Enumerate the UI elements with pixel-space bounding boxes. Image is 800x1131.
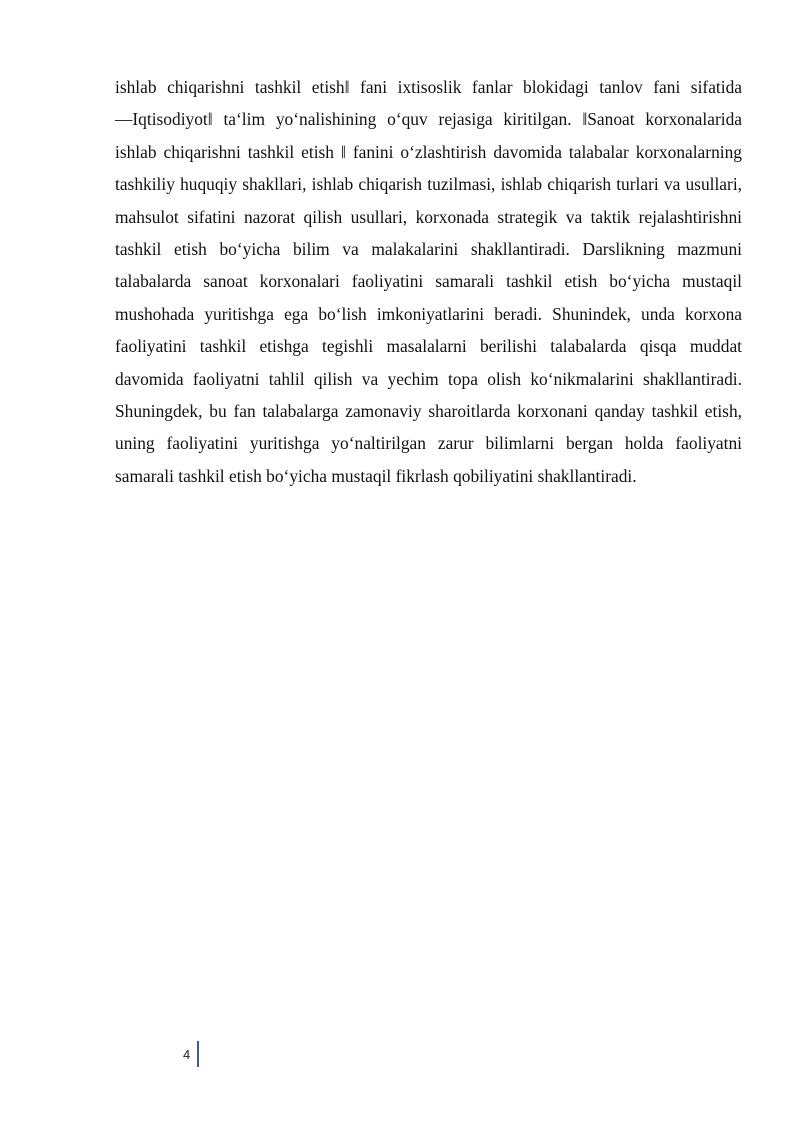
page-number: 4 bbox=[183, 1046, 191, 1062]
page-number-rule bbox=[197, 1041, 199, 1067]
page-footer bbox=[183, 1040, 199, 1068]
body-paragraph: ishlab chiqarishni tashkil etish‖ fani ixtisoslik fanlar blokidagi tanlov fani sifatida ―Iqtisodiyot‖ ta‘lim yo‘nalishining o‘quv rejasiga kiritilgan. ‖Sanoat korxonalarida ishlab chiqarishni tashkil etish ‖ fanini o‘zlashtirish davomida talabalar korxonalarning tashkiliy huquqiy shakllari, ishlab chiqarish tuzilmasi, ishlab chiqarish turlari va usullari, mahsulot sifatini nazorat qilish usullari, korxonada strategik va taktik rejalashtirishni tashkil etish bo‘yicha bilim va malakalarini shakllantiradi. Darslikning mazmuni talabalarda sanoat korxonalari faoliyatini samarali tashkil etish bo‘yicha mustaqil mushohada yuritishga ega bo‘lish imkoniyatlarini beradi. Shunindek, unda korxona faoliyatini tashkil etishga tegishli masalalarni berilishi talabalarda qisqa muddat davomida faoliyatni tahlil qilish va yechim topa olish ko‘nikmalarini shakllantiradi. Shuningdek, bu fan talabalarga zamonaviy sharoitlarda korxonani qanday tashkil etish, uning faoliyatini yuritishga yo‘naltirilgan zarur bilimlarni bergan holda faoliyatni samarali tashkil etish bo‘yicha mustaqil fikrlash qobiliyatini shakllantiradi. bbox=[115, 77, 742, 486]
